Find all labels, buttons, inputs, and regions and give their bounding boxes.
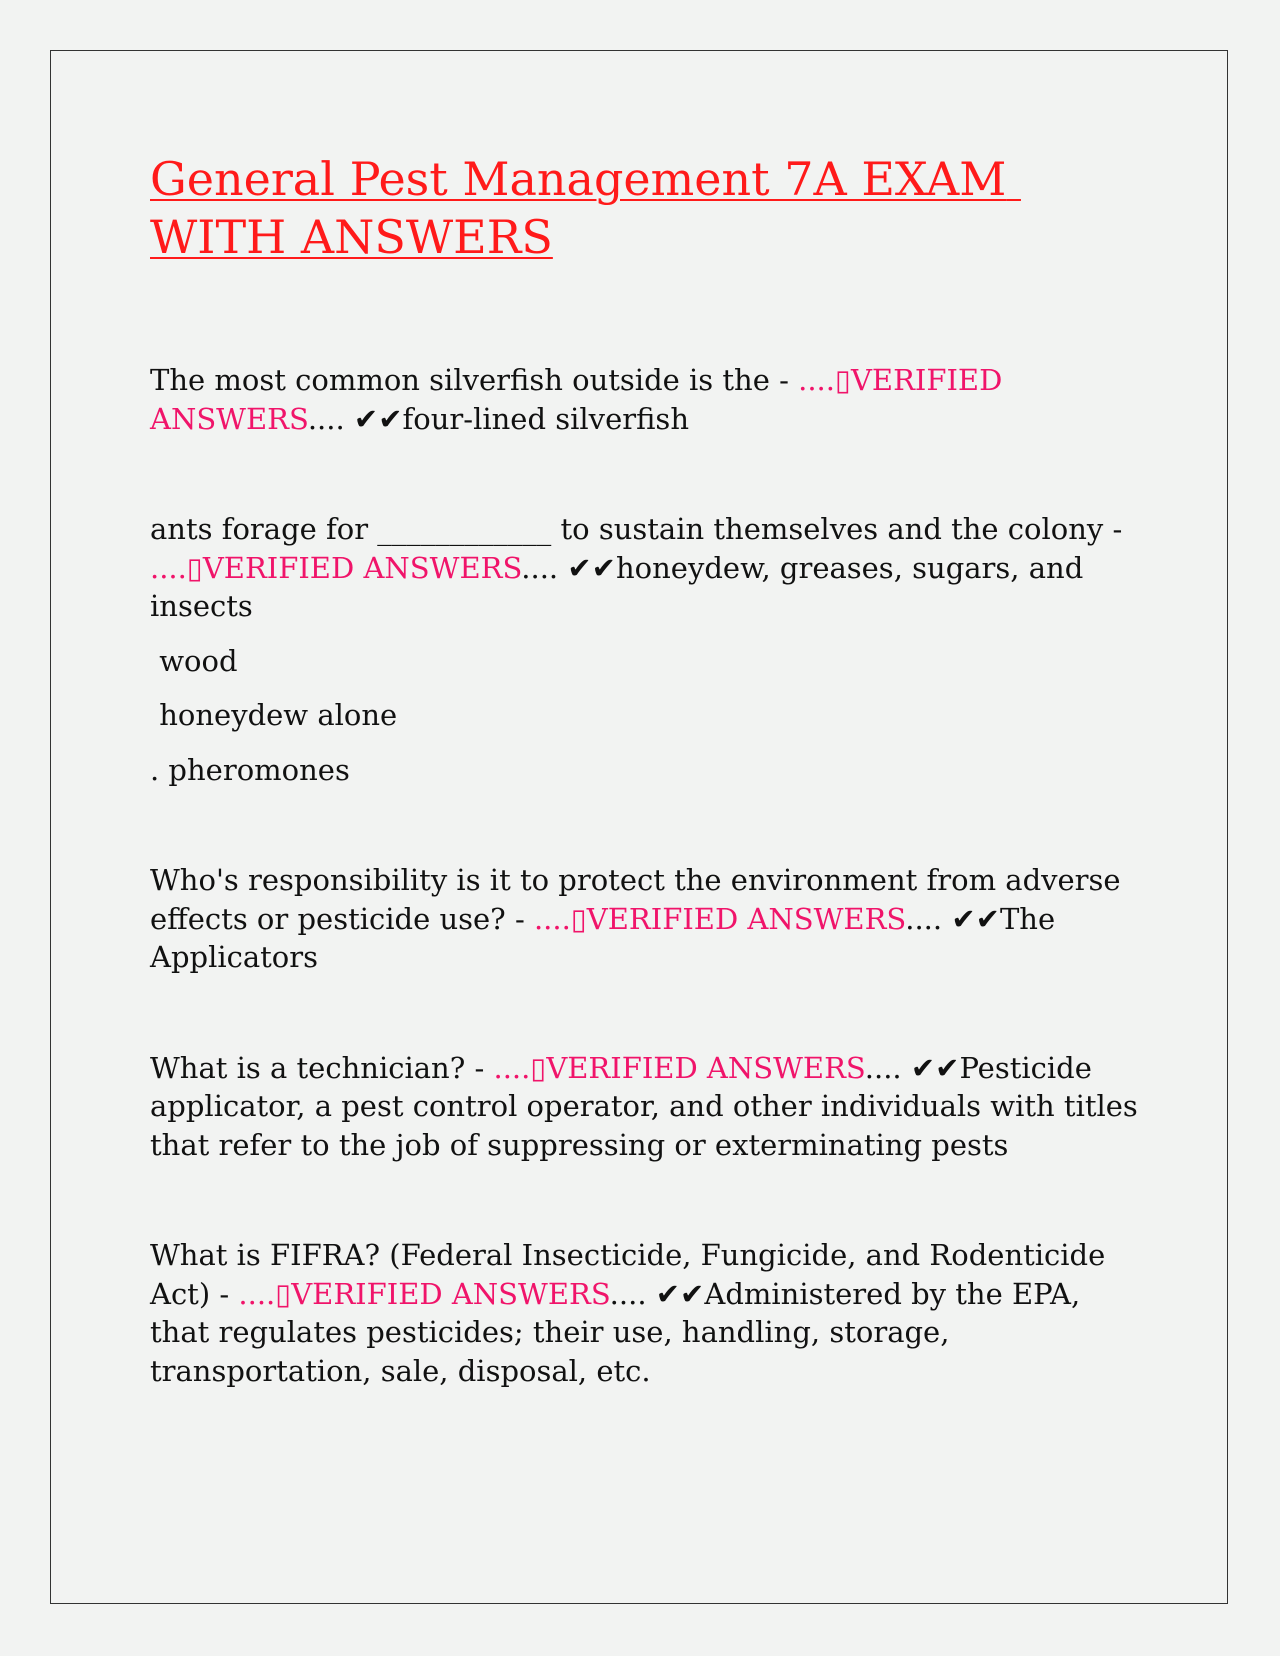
document-title: General Pest Management 7A EXAM WITH ANSWERS [150, 152, 1021, 264]
question-text: Who's responsibility is it to protect the environment from adverse effects or pesticide use? - [150, 863, 1121, 936]
qa-item-1 [150, 361, 1140, 438]
answer-option: honeydew alone [150, 698, 398, 732]
answer-text: four-lined silverfish [402, 401, 689, 436]
answer-option: wood [150, 643, 238, 678]
qa-item-2 [150, 510, 1140, 626]
check-marks: .... ✔✔ [521, 550, 616, 585]
answer-text: honeydew, greases, sugars, and insects [150, 550, 1084, 623]
verified-marker: ....▯VERIFIED ANSWERS [238, 1276, 610, 1311]
verified-marker: ....▯VERIFIED ANSWERS [493, 1050, 865, 1085]
document-content [150, 150, 1140, 1390]
verified-marker: ....▯VERIFIED ANSWERS [533, 901, 906, 936]
answer-text: Pesticide applicator, a pest control operator, and other individuals with titles that refer to the job of suppressing or exterminating pests [150, 1050, 1138, 1162]
qa-item-4 [150, 1049, 1140, 1165]
check-marks: .... ✔✔ [609, 1276, 705, 1311]
question-text: What is FIFRA? (Federal Insecticide, Fungicide, and Rodenticide Act) - [150, 1238, 1106, 1311]
question-text: The most common silverfish outside is the - [150, 363, 799, 397]
qa-item-3 [150, 861, 1140, 977]
check-marks: .... ✔✔ [864, 1050, 960, 1085]
check-marks: .... ✔✔ [307, 401, 403, 436]
answer-text: The Applicators [150, 901, 1056, 974]
question-text: What is a technician? - [150, 1050, 494, 1085]
verified-marker: ....▯VERIFIED ANSWERS [150, 363, 1003, 436]
verified-marker: ....▯VERIFIED ANSWERS [150, 550, 522, 585]
answer-text: Administered by the EPA, that regulates pesticides; their use, handling, storage, transportation, sale, disposal, etc. [150, 1276, 1081, 1388]
answer-option: . pheromones [150, 752, 350, 787]
qa-item-5 [150, 1236, 1140, 1390]
question-text: ants forage for ____________ to sustain themselves and the colony - [150, 512, 1123, 546]
check-marks: .... ✔✔ [905, 901, 1000, 936]
